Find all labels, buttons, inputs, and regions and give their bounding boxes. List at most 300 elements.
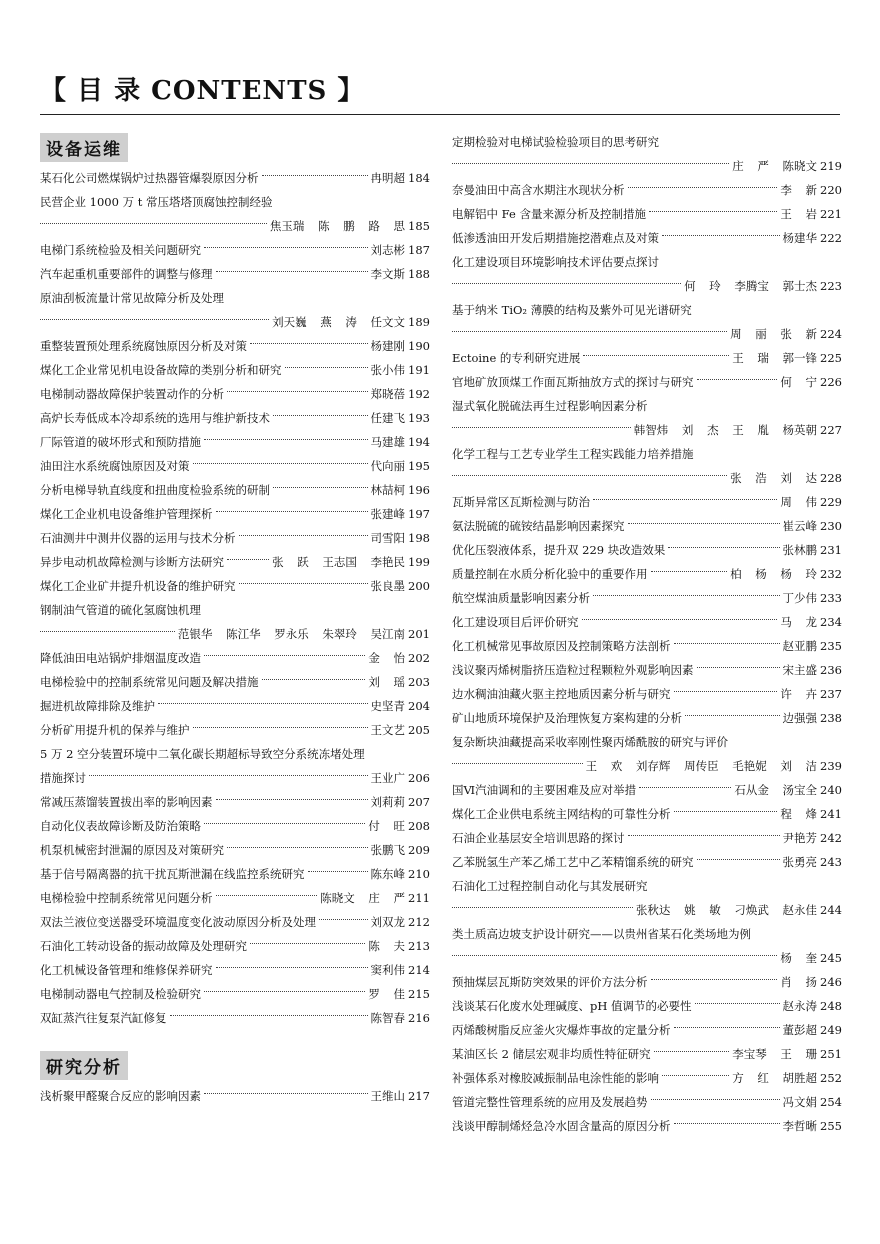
entry-title: 基于信号隔离器的抗干扰瓦斯泄漏在线监控系统研究	[40, 867, 305, 881]
toc-entry[interactable]	[452, 874, 842, 898]
dot-leader	[170, 1015, 368, 1016]
entry-title: 氨法脱硫的硫铵结晶影响因素探究	[452, 519, 625, 533]
toc-entry[interactable]	[40, 982, 430, 1006]
entry-title: 煤化工企业常见机电设备故障的类别分析和研究	[40, 363, 282, 377]
toc-entry[interactable]	[452, 922, 842, 946]
entry-title: 分析电梯导轨直线度和扭曲度检验系统的研制	[40, 483, 270, 497]
dot-leader	[639, 787, 731, 788]
entry-authors: 杨建华	[782, 231, 818, 245]
toc-entry[interactable]	[452, 202, 842, 226]
entry-title: 煤化工企业供电系统主网结构的可靠性分析	[452, 807, 671, 821]
toc-entry[interactable]	[452, 1090, 842, 1114]
entry-authors: 杨建刚	[370, 339, 406, 353]
entry-authors: 张勇亮	[782, 855, 818, 869]
entry-title: 钢制油气管道的硫化氢腐蚀机理	[40, 603, 201, 617]
entry-page-number: 243	[820, 855, 842, 869]
toc-entry[interactable]	[40, 190, 430, 214]
entry-page-number: 189	[408, 315, 430, 329]
toc-entry[interactable]	[452, 826, 842, 850]
toc-entry[interactable]	[452, 1066, 842, 1090]
entry-authors: 刘天巍 燕 涛 任文文	[272, 315, 406, 329]
entry-authors: 张小伟	[370, 363, 406, 377]
toc-entry[interactable]	[40, 382, 430, 406]
dot-leader	[452, 907, 633, 908]
entry-page-number: 245	[820, 951, 842, 965]
entry-authors: 金 怡	[368, 651, 406, 665]
entry-page-number: 252	[820, 1071, 842, 1085]
toc-entry[interactable]	[452, 778, 842, 802]
entry-authors: 赵亚鹏	[782, 639, 818, 653]
entry-authors: 宋主盛	[782, 663, 818, 677]
entry-page-number: 249	[820, 1023, 842, 1037]
entry-authors: 陈东峰	[370, 867, 406, 881]
dot-leader	[273, 487, 368, 488]
entry-authors: 刘志彬	[370, 243, 406, 257]
toc-entry[interactable]	[40, 886, 430, 910]
entry-title: 乙苯脱氢生产苯乙烯工艺中乙苯精馏系统的研究	[452, 855, 694, 869]
entry-page-number: 222	[820, 231, 842, 245]
toc-entry[interactable]	[40, 310, 430, 334]
entry-title: 浅谈甲醇制烯烃急冷水固含量高的原因分析	[452, 1119, 671, 1133]
dot-leader	[593, 595, 780, 596]
entry-title: 分析矿用提升机的保养与维护	[40, 723, 190, 737]
dot-leader	[227, 391, 368, 392]
toc-entry[interactable]	[40, 238, 430, 262]
entry-authors: 张鹏飞	[370, 843, 406, 857]
entry-page-number: 244	[820, 903, 842, 917]
entry-title: 双法兰液位变送器受环境温度变化波动原因分析及处理	[40, 915, 316, 929]
toc-entry[interactable]	[40, 862, 430, 886]
entry-authors: 冉明超	[370, 171, 406, 185]
entry-authors: 周 伟	[780, 495, 818, 509]
entry-title: 厂际管道的破坏形式和预防措施	[40, 435, 201, 449]
entry-authors: 代向丽	[370, 459, 406, 473]
toc-entry[interactable]	[40, 766, 430, 790]
toc-entry[interactable]	[452, 154, 842, 178]
entry-page-number: 219	[820, 159, 842, 173]
section-heading-label: 设备运维	[40, 133, 128, 162]
entry-title: 化工建设项目环境影响技术评估要点探讨	[452, 255, 659, 269]
entry-page-number: 255	[820, 1119, 842, 1133]
entry-page-number: 199	[408, 555, 430, 569]
dot-leader	[216, 895, 318, 896]
entry-title: 化工建设项目后评价研究	[452, 615, 579, 629]
dot-leader	[697, 859, 780, 860]
dot-leader	[204, 991, 365, 992]
entry-title: 预抽煤层瓦斯防突效果的评价方法分析	[452, 975, 648, 989]
entry-page-number: 192	[408, 387, 430, 401]
entry-title: 某油区长 2 储层宏观非均质性特征研究	[452, 1047, 651, 1061]
dot-leader	[674, 811, 778, 812]
entry-page-number: 233	[820, 591, 842, 605]
entry-authors: 付 旺	[368, 819, 406, 833]
dot-leader	[216, 967, 368, 968]
entry-page-number: 184	[408, 171, 430, 185]
dot-leader	[204, 655, 365, 656]
dot-leader	[239, 583, 368, 584]
entry-title: 民营企业 1000 万 t 常压塔塔顶腐蚀控制经验	[40, 195, 273, 209]
dot-leader	[452, 475, 727, 476]
entry-authors: 李哲晰	[782, 1119, 818, 1133]
section-heading	[40, 1052, 430, 1078]
entry-page-number: 220	[820, 183, 842, 197]
dot-leader	[89, 775, 368, 776]
entry-page-number: 209	[408, 843, 430, 857]
entry-authors: 李 新	[780, 183, 818, 197]
toc-entry[interactable]	[452, 538, 842, 562]
entry-page-number: 254	[820, 1095, 842, 1109]
dot-leader	[204, 823, 365, 824]
entry-page-number: 187	[408, 243, 430, 257]
entry-title: 类土质高边坡支护设计研究——以贵州省某石化类场地为例	[452, 927, 751, 941]
entry-authors: 陈 夫	[368, 939, 406, 953]
toc-entry[interactable]	[452, 946, 842, 970]
entry-page-number: 240	[820, 783, 842, 797]
entry-title: 双缸蒸汽往复泵汽缸修复	[40, 1011, 167, 1025]
entry-page-number: 193	[408, 411, 430, 425]
dot-leader	[697, 667, 780, 668]
toc-entry[interactable]	[452, 682, 842, 706]
entry-page-number: 208	[408, 819, 430, 833]
entry-page-number: 198	[408, 531, 430, 545]
toc-entry[interactable]	[452, 346, 842, 370]
dot-leader	[216, 799, 368, 800]
toc-entry[interactable]	[40, 262, 430, 286]
dot-leader	[227, 559, 269, 560]
header-divider	[40, 114, 840, 115]
entry-title: 优化压裂液体系，提升双 229 块改造效果	[452, 543, 666, 557]
toc-entry[interactable]	[452, 298, 842, 322]
entry-title: 机泵机械密封泄漏的原因及对策研究	[40, 843, 224, 857]
toc-entry[interactable]	[40, 166, 430, 190]
toc-entry[interactable]	[452, 514, 842, 538]
entry-authors: 王文艺	[370, 723, 406, 737]
toc-entry[interactable]	[40, 838, 430, 862]
dot-leader	[239, 535, 368, 536]
dot-leader	[668, 547, 779, 548]
dot-leader	[452, 283, 681, 284]
entry-authors: 刘 瑶	[368, 675, 406, 689]
toc-entry[interactable]	[452, 1018, 842, 1042]
toc-entry[interactable]	[452, 802, 842, 826]
toc-entry[interactable]	[452, 850, 842, 874]
entry-title: 自动化仪表故障诊断及防治策略	[40, 819, 201, 833]
entry-title: 浅析聚甲醛聚合反应的影响因素	[40, 1089, 201, 1103]
dot-leader	[583, 355, 729, 356]
dot-leader	[204, 247, 368, 248]
entry-title: 煤化工企业机电设备维护管理探析	[40, 507, 213, 521]
entry-title: 航空煤油质量影响因素分析	[452, 591, 590, 605]
toc-entry[interactable]	[40, 670, 430, 694]
toc-entry[interactable]	[40, 478, 430, 502]
entry-title: 奈曼油田中高含水期注水现状分析	[452, 183, 625, 197]
entry-page-number: 230	[820, 519, 842, 533]
dot-leader	[695, 1003, 780, 1004]
entry-title: 汽车起重机重要部件的调整与修理	[40, 267, 213, 281]
entry-authors: 马 龙	[780, 615, 818, 629]
entry-authors: 丁少伟	[782, 591, 818, 605]
dot-leader	[227, 847, 368, 848]
toc-entry[interactable]	[452, 226, 842, 250]
toc-entry[interactable]	[40, 1084, 430, 1108]
entry-authors: 王 瑞 郭一锋	[732, 351, 818, 365]
entry-title: 丙烯酸树脂反应釜火灾爆炸事故的定量分析	[452, 1023, 671, 1037]
toc-entry[interactable]	[452, 322, 842, 346]
toc-entry[interactable]	[452, 634, 842, 658]
toc-entry[interactable]	[452, 466, 842, 490]
entry-authors: 赵永涛	[782, 999, 818, 1013]
dot-leader	[649, 211, 777, 212]
toc-entry[interactable]	[40, 214, 430, 238]
entry-authors: 尹艳芳	[782, 831, 818, 845]
entry-page-number: 242	[820, 831, 842, 845]
entry-authors: 杨 奎	[780, 951, 818, 965]
toc-entry[interactable]	[452, 658, 842, 682]
entry-title: 化工机械设备管理和维修保养研究	[40, 963, 213, 977]
dot-leader	[674, 1027, 780, 1028]
entry-page-number: 232	[820, 567, 842, 581]
entry-authors: 窦利伟	[370, 963, 406, 977]
entry-title: 石油化工转动设备的振动故障及处理研究	[40, 939, 247, 953]
entry-page-number: 203	[408, 675, 430, 689]
entry-page-number: 196	[408, 483, 430, 497]
toc-entry[interactable]	[452, 274, 842, 298]
entry-page-number: 224	[820, 327, 842, 341]
toc-entry[interactable]	[452, 490, 842, 514]
entry-page-number: 248	[820, 999, 842, 1013]
entry-authors: 王 岩	[780, 207, 818, 221]
entry-authors: 陈智春	[370, 1011, 406, 1025]
entry-page-number: 239	[820, 759, 842, 773]
toc-entry[interactable]	[40, 526, 430, 550]
dot-leader	[628, 523, 780, 524]
entry-title: 化工机械常见事故原因及控制策略方法剖析	[452, 639, 671, 653]
entry-authors: 许 卉	[780, 687, 818, 701]
entry-title: 原油刮板流量计常见故障分析及处理	[40, 291, 224, 305]
entry-authors: 程 烽	[780, 807, 818, 821]
entry-title: 重整装置预处理系统腐蚀原因分析及对策	[40, 339, 247, 353]
toc-entry[interactable]	[40, 406, 430, 430]
entry-page-number: 201	[408, 627, 430, 641]
toc-entry[interactable]	[40, 574, 430, 598]
toc-right-column	[452, 130, 842, 1138]
dot-leader	[582, 619, 778, 620]
entry-page-number: 212	[408, 915, 430, 929]
entry-page-number: 206	[408, 771, 430, 785]
toc-entry[interactable]	[452, 610, 842, 634]
entry-title: 管道完整性管理系统的应用及发展趋势	[452, 1095, 648, 1109]
toc-entry[interactable]	[40, 454, 430, 478]
toc-entry[interactable]	[452, 1042, 842, 1066]
entry-authors: 张 浩 刘 达	[730, 471, 818, 485]
section-heading-label: 研究分析	[40, 1051, 128, 1080]
entry-title: 湿式氧化脱硫法再生过程影响因素分析	[452, 399, 648, 413]
dot-leader	[654, 1051, 730, 1052]
entry-authors: 马建雄	[370, 435, 406, 449]
entry-authors: 李宝琴 王 珊	[732, 1047, 818, 1061]
toc-entry[interactable]	[452, 898, 842, 922]
toc-entry[interactable]	[452, 754, 842, 778]
entry-title: 国Ⅵ汽油调和的主要困难及应对举措	[452, 783, 637, 797]
toc-entry[interactable]	[452, 250, 842, 274]
entry-page-number: 227	[820, 423, 842, 437]
entry-title: 石油化工过程控制自动化与其发展研究	[452, 879, 648, 893]
entry-page-number: 235	[820, 639, 842, 653]
toc-entry[interactable]	[40, 502, 430, 526]
entry-authors: 张 跃 王志国 李艳民	[272, 555, 406, 569]
entry-page-number: 191	[408, 363, 430, 377]
toc-entry[interactable]	[452, 586, 842, 610]
dot-leader	[651, 571, 728, 572]
toc-entry[interactable]	[452, 418, 842, 442]
entry-page-number: 197	[408, 507, 430, 521]
toc-entry[interactable]	[40, 334, 430, 358]
dot-leader	[262, 679, 366, 680]
entry-page-number: 213	[408, 939, 430, 953]
entry-page-number: 207	[408, 795, 430, 809]
entry-title: 浅议聚丙烯树脂挤压造粒过程颗粒外观影响因素	[452, 663, 694, 677]
toc-entry[interactable]	[40, 646, 430, 670]
dot-leader	[685, 715, 780, 716]
dot-leader	[452, 163, 729, 164]
entry-authors: 何 宁	[780, 375, 818, 389]
entry-page-number: 217	[408, 1089, 430, 1103]
entry-title: 电解铝中 Fe 含量来源分析及控制措施	[452, 207, 646, 221]
toc-entry[interactable]	[452, 178, 842, 202]
entry-authors: 张建峰	[370, 507, 406, 521]
entry-authors: 张良墨	[370, 579, 406, 593]
dot-leader	[674, 691, 778, 692]
entry-page-number: 190	[408, 339, 430, 353]
entry-title: 定期检验对电梯试验检验项目的思考研究	[452, 135, 659, 149]
toc-entry[interactable]	[452, 370, 842, 394]
entry-authors: 林喆柯	[370, 483, 406, 497]
entry-authors: 李文斯	[370, 267, 406, 281]
toc-entry[interactable]	[40, 550, 430, 574]
dot-leader	[651, 1099, 780, 1100]
toc-entry[interactable]	[40, 358, 430, 382]
entry-title: 矿山地质环境保护及治理恢复方案构建的分析	[452, 711, 682, 725]
dot-leader	[662, 235, 780, 236]
dot-leader	[285, 367, 368, 368]
dot-leader	[308, 871, 368, 872]
dot-leader	[674, 643, 780, 644]
dot-leader	[40, 223, 267, 224]
toc-entry[interactable]	[452, 1114, 842, 1138]
entry-title: 降低油田电站锅炉排烟温度改造	[40, 651, 201, 665]
dot-leader	[452, 427, 631, 428]
entry-title: 边水稠油油藏火驱主控地质因素分析与研究	[452, 687, 671, 701]
dot-leader	[204, 1093, 368, 1094]
dot-leader	[216, 511, 368, 512]
entry-authors: 崔云峰	[782, 519, 818, 533]
entry-authors: 刘双龙	[370, 915, 406, 929]
entry-title: 基于纳米 TiO₂ 薄膜的结构及紫外可见光谱研究	[452, 303, 692, 317]
entry-authors: 董彭超	[782, 1023, 818, 1037]
entry-authors: 王维山	[370, 1089, 406, 1103]
entry-authors: 边强强	[782, 711, 818, 725]
toc-entry[interactable]	[452, 130, 842, 154]
entry-title: 低渗透油田开发后期措施挖潜难点及对策	[452, 231, 659, 245]
entry-authors: 任建飞	[370, 411, 406, 425]
toc-entry[interactable]	[452, 730, 842, 754]
toc-entry[interactable]	[452, 442, 842, 466]
entry-page-number: 225	[820, 351, 842, 365]
entry-page-number: 238	[820, 711, 842, 725]
entry-authors: 郑晓蓓	[370, 387, 406, 401]
toc-entry[interactable]	[40, 430, 430, 454]
entry-page-number: 194	[408, 435, 430, 449]
dot-leader	[628, 187, 778, 188]
dot-leader	[662, 1075, 729, 1076]
dot-leader	[452, 955, 777, 956]
entry-authors: 肖 扬	[780, 975, 818, 989]
toc-entry[interactable]	[40, 958, 430, 982]
toc-left-column	[40, 130, 430, 1108]
toc-entry[interactable]	[40, 694, 430, 718]
entry-page-number: 223	[820, 279, 842, 293]
entry-title: 电梯门系统检验及相关问题研究	[40, 243, 201, 257]
entry-title: 瓦斯异常区瓦斯检测与防治	[452, 495, 590, 509]
toc-entry[interactable]	[40, 718, 430, 742]
dot-leader	[193, 727, 368, 728]
dot-leader	[651, 979, 778, 980]
entry-authors: 王业广	[370, 771, 406, 785]
entry-authors: 王 欢 刘存辉 周传臣 毛艳妮 刘 洁	[585, 759, 818, 773]
entry-page-number: 236	[820, 663, 842, 677]
dot-leader	[193, 463, 368, 464]
toc-entry[interactable]	[452, 970, 842, 994]
dot-leader	[697, 379, 778, 380]
entry-title: 质量控制在水质分析化验中的重要作用	[452, 567, 648, 581]
toc-entry[interactable]	[40, 910, 430, 934]
entry-title: 煤化工企业矿井提升机设备的维护研究	[40, 579, 236, 593]
dot-leader	[204, 439, 368, 440]
entry-page-number: 229	[820, 495, 842, 509]
toc-entry[interactable]	[40, 934, 430, 958]
entry-authors: 刘莉莉	[370, 795, 406, 809]
entry-authors: 陈晓文 庄 严	[320, 891, 406, 905]
toc-entry[interactable]	[40, 814, 430, 838]
toc-entry[interactable]	[452, 706, 842, 730]
entry-page-number: 214	[408, 963, 430, 977]
toc-entry[interactable]	[452, 994, 842, 1018]
entry-page-number: 195	[408, 459, 430, 473]
toc-entry[interactable]	[40, 790, 430, 814]
entry-title: 复杂断块油藏提高采收率刚性聚丙烯酰胺的研究与评价	[452, 735, 728, 749]
toc-entry[interactable]	[40, 1006, 430, 1030]
entry-page-number: 204	[408, 699, 430, 713]
entry-title: 石油企业基层安全培训思路的探讨	[452, 831, 625, 845]
dot-leader	[273, 415, 368, 416]
toc-entry[interactable]	[40, 286, 430, 310]
entry-title: 电梯制动器电气控制及检验研究	[40, 987, 201, 1001]
entry-title: 补强体系对橡胶减振制品电涂性能的影响	[452, 1071, 659, 1085]
dot-leader	[452, 763, 583, 764]
toc-entry[interactable]	[40, 598, 430, 622]
toc-entry[interactable]	[40, 622, 430, 646]
entry-authors: 庄 严 陈晓文	[732, 159, 818, 173]
entry-title: 措施探讨	[40, 771, 86, 785]
dot-leader	[216, 271, 368, 272]
toc-entry[interactable]	[40, 742, 430, 766]
entry-page-number: 210	[408, 867, 430, 881]
toc-entry[interactable]	[452, 394, 842, 418]
entry-authors: 石从金 汤宝全	[734, 783, 818, 797]
entry-page-number: 200	[408, 579, 430, 593]
toc-entry[interactable]	[452, 562, 842, 586]
section-gap	[40, 1030, 430, 1048]
